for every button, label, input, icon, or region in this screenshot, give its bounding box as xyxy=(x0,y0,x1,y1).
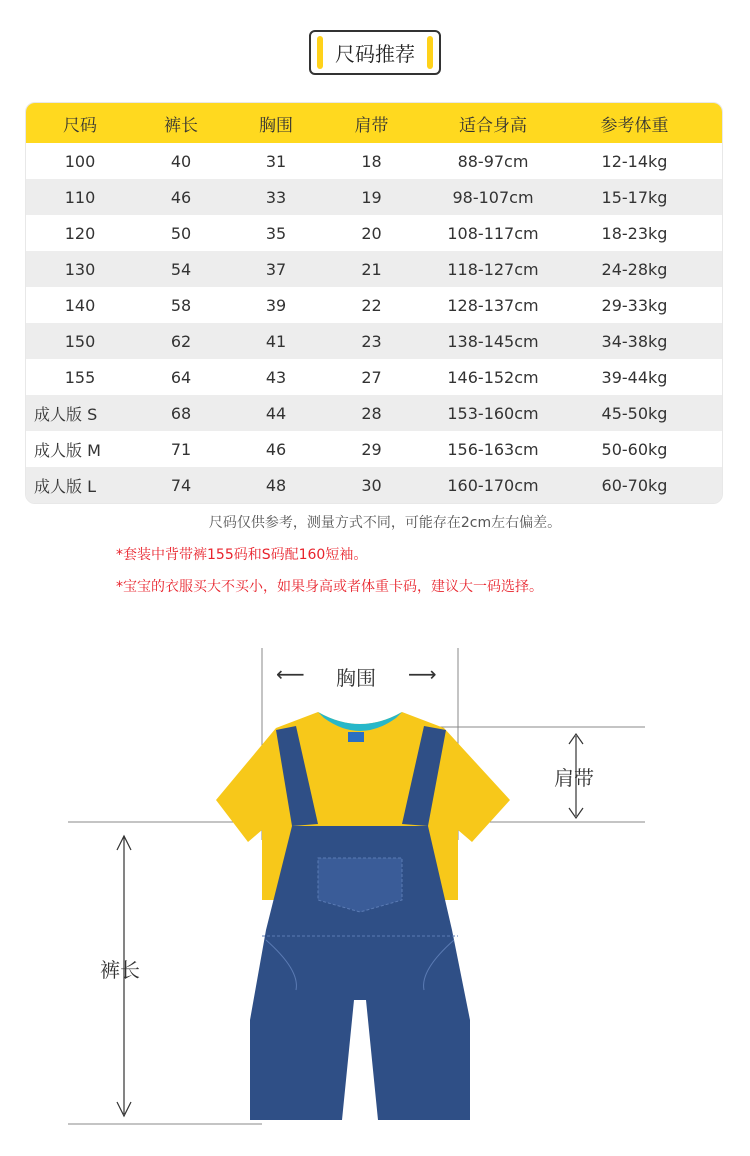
cell-weight: 45-50kg xyxy=(601,403,668,423)
cell-chest: 37 xyxy=(265,259,287,279)
table-row xyxy=(26,179,722,215)
cell-chest: 39 xyxy=(265,295,287,315)
chest-arrow-right-icon: ⟶ xyxy=(408,662,437,686)
cell-strap: 30 xyxy=(361,475,382,495)
size-table xyxy=(25,102,723,504)
cell-height: 108-117cm xyxy=(447,223,539,243)
table-row xyxy=(26,287,722,323)
cell-length: 64 xyxy=(170,367,192,387)
cell-strap: 19 xyxy=(361,187,382,207)
cell-height: 146-152cm xyxy=(447,367,539,387)
length-label: 裤长 xyxy=(100,958,140,982)
cell-height: 88-97cm xyxy=(457,151,529,171)
title-area xyxy=(0,30,750,75)
header-chest: 胸围 xyxy=(259,115,293,136)
cell-length: 58 xyxy=(170,295,192,315)
cell-height: 98-107cm xyxy=(452,187,534,207)
measurement-diagram xyxy=(0,640,750,1156)
cell-size: 成人版 S xyxy=(34,404,98,424)
cell-length: 74 xyxy=(170,475,192,495)
overalls-illustration xyxy=(0,640,750,1156)
cell-weight: 24-28kg xyxy=(601,259,668,279)
table-row xyxy=(26,143,722,179)
cell-size: 100 xyxy=(64,151,96,171)
cell-strap: 21 xyxy=(361,259,382,279)
cell-size: 120 xyxy=(64,223,96,243)
cell-strap: 28 xyxy=(361,403,382,423)
cell-weight: 29-33kg xyxy=(601,295,668,315)
table-row xyxy=(26,215,722,251)
cell-strap: 29 xyxy=(361,439,382,459)
cell-size: 155 xyxy=(64,367,96,387)
strap-label: 肩带 xyxy=(554,766,594,790)
note-advice: *宝宝的衣服买大不买小，如果身高或者体重卡码，建议大一码选择。 xyxy=(116,579,543,595)
cell-height: 138-145cm xyxy=(447,331,539,351)
cell-weight: 50-60kg xyxy=(601,439,668,459)
tshirt-tag xyxy=(348,732,364,742)
page-title: 尺码推荐 xyxy=(309,30,441,75)
cell-length: 71 xyxy=(170,439,192,459)
header-weight: 参考体重 xyxy=(600,115,669,136)
cell-strap: 18 xyxy=(361,151,382,171)
cell-height: 118-127cm xyxy=(447,259,539,279)
header-height: 适合身高 xyxy=(459,115,527,136)
cell-height: 160-170cm xyxy=(447,475,539,495)
note-reference: 尺码仅供参考，测量方式不同，可能存在2cm左右偏差。 xyxy=(208,515,562,531)
cell-length: 62 xyxy=(170,331,192,351)
table-row xyxy=(26,395,722,431)
cell-weight: 12-14kg xyxy=(601,151,668,171)
cell-chest: 33 xyxy=(265,187,287,207)
cell-chest: 35 xyxy=(265,223,287,243)
chest-arrow-left-icon: ⟵ xyxy=(276,662,305,686)
cell-height: 156-163cm xyxy=(447,439,539,459)
cell-height: 153-160cm xyxy=(447,403,539,423)
cell-length: 46 xyxy=(170,187,192,207)
cell-weight: 18-23kg xyxy=(601,223,668,243)
table-header xyxy=(26,103,722,143)
cell-size: 150 xyxy=(64,331,96,351)
cell-chest: 41 xyxy=(265,331,287,351)
notes xyxy=(0,512,750,596)
cell-strap: 27 xyxy=(361,367,382,387)
header-strap: 肩带 xyxy=(354,115,389,136)
cell-length: 68 xyxy=(170,403,192,423)
cell-weight: 34-38kg xyxy=(601,331,668,351)
cell-weight: 39-44kg xyxy=(601,367,668,387)
cell-chest: 46 xyxy=(265,439,287,459)
cell-size: 110 xyxy=(64,187,96,207)
cell-height: 128-137cm xyxy=(447,295,539,315)
table-row xyxy=(26,359,722,395)
header-length: 裤长 xyxy=(164,115,198,136)
chest-label: 胸围 xyxy=(336,666,376,690)
cell-chest: 44 xyxy=(265,403,287,423)
table-row xyxy=(26,467,722,503)
cell-chest: 31 xyxy=(265,151,287,171)
cell-size: 130 xyxy=(64,259,96,279)
cell-size: 成人版 L xyxy=(34,476,97,496)
table-row xyxy=(26,251,722,287)
cell-size: 成人版 M xyxy=(34,440,101,460)
cell-chest: 48 xyxy=(265,475,287,495)
note-set: *套装中背带裤155码和S码配160短袖。 xyxy=(116,547,368,563)
cell-strap: 23 xyxy=(361,331,382,351)
cell-length: 40 xyxy=(170,151,192,171)
table-row xyxy=(26,431,722,467)
cell-strap: 22 xyxy=(361,295,382,315)
table-row xyxy=(26,323,722,359)
cell-chest: 43 xyxy=(265,367,287,387)
cell-weight: 60-70kg xyxy=(601,475,668,495)
cell-weight: 15-17kg xyxy=(601,187,668,207)
cell-length: 50 xyxy=(170,223,192,243)
cell-strap: 20 xyxy=(361,223,382,243)
header-size: 尺码 xyxy=(63,115,97,136)
cell-length: 54 xyxy=(170,259,192,279)
cell-size: 140 xyxy=(64,295,96,315)
table-body xyxy=(26,143,722,503)
